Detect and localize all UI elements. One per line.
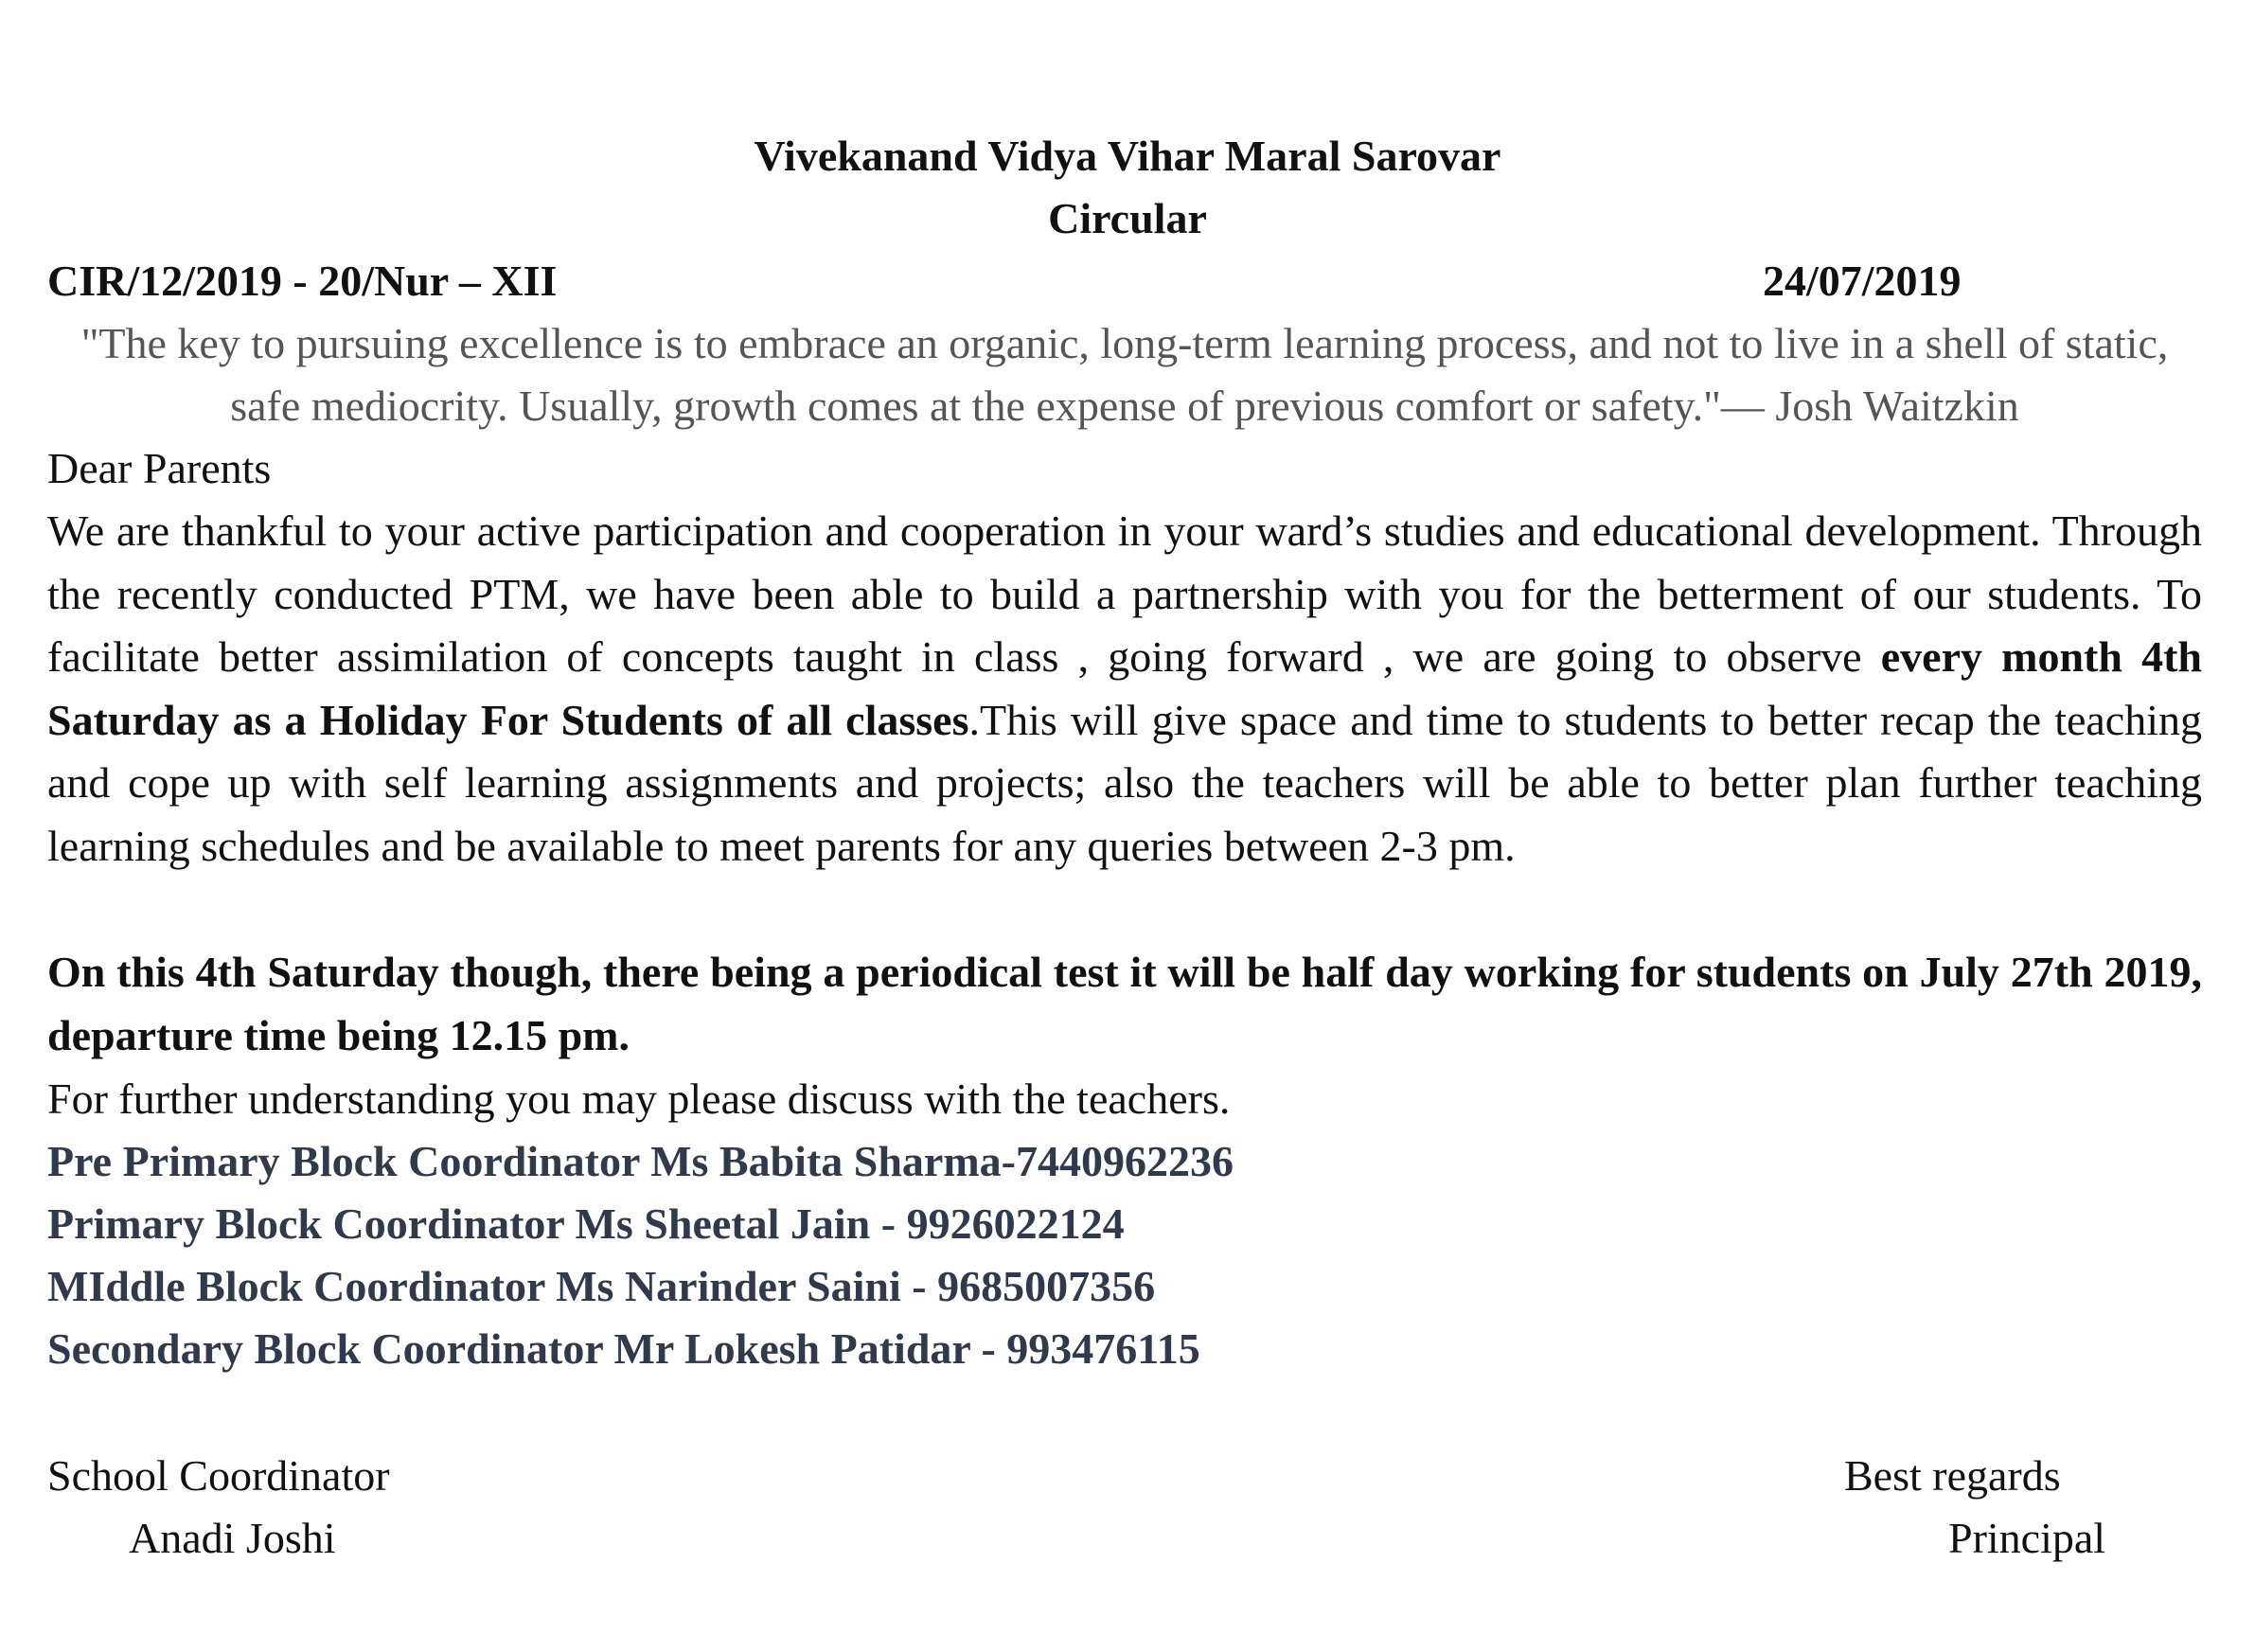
- coordinator-middle: MIddle Block Coordinator Ms Narinder Saini - 9685007356: [47, 1262, 1156, 1310]
- coordinator-pre-primary: Pre Primary Block Coordinator Ms Babita Sharma-7440962236: [47, 1137, 1234, 1185]
- circular-date: 24/07/2019: [1763, 257, 1962, 305]
- school-name: Vivekanand Vidya Vihar Maral Sarovar: [754, 132, 1501, 180]
- para1-text-end: .This will give space and time to students to better recap the teaching and cope up with self learning assignments and projects; also the teachers will be able to better plan further teaching learning schedules and be available to meet parents for any queries between 2-3 pm.: [47, 695, 2203, 870]
- para1-text-start: We are thankful to your active participation and cooperation in your ward’s studies and educational development. Through the recently conducted PTM, we have been able to build a partnership with you for the betterment of our students. To facilitate better assimilation of concepts taught in class , going forward , we are going to observe: [47, 506, 2202, 681]
- reference-number: CIR/12/2019 - 20/Nur – XII: [47, 257, 558, 305]
- salutation: Dear Parents: [47, 444, 272, 492]
- opening-quote: "The key to pursuing excellence is to embrace an organic, long-term learning process, and not to live in a shell of static, safe mediocrity. Usually, growth comes at the expense of previous comfort or safety."— Josh Waitzkin: [80, 319, 2169, 430]
- further-understanding-note: For further understanding you may please discuss with the teachers.: [47, 1075, 1231, 1123]
- school-coordinator-title: School Coordinator: [47, 1451, 390, 1500]
- coordinator-secondary: Secondary Block Coordinator Mr Lokesh Patidar - 993476115: [47, 1324, 1200, 1373]
- school-coordinator-name: Anadi Joshi: [129, 1514, 336, 1562]
- coordinator-primary: Primary Block Coordinator Ms Sheetal Jain - 9926022124: [47, 1199, 1125, 1248]
- document-type: Circular: [1048, 194, 1207, 242]
- best-regards: Best regards: [1844, 1451, 2061, 1500]
- holiday-announcement: every month 4th Saturday as a Holiday For Students of all classes: [47, 632, 2202, 744]
- principal-title: Principal: [1948, 1514, 2106, 1562]
- half-day-notice: On this 4th Saturday though, there being a periodical test it will be half day working for students on July 27th 2019, departure time being 12.15 pm.: [47, 948, 2202, 1059]
- body-paragraph-1: [47, 500, 2202, 878]
